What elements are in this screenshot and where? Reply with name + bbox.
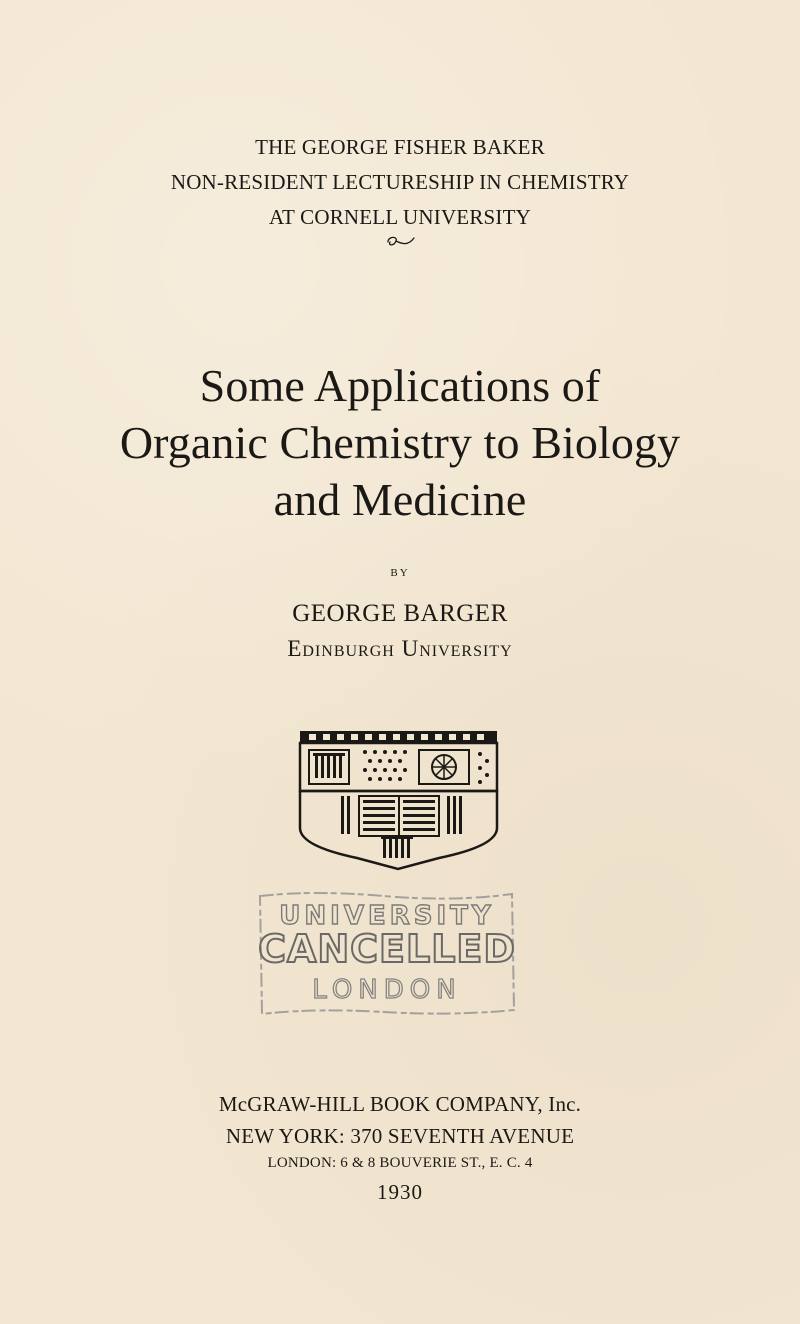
svg-text:CANCELLED: CANCELLED — [258, 927, 516, 971]
book-title-line-2: Organic Chemistry to Biology — [119, 417, 681, 468]
publisher-emblem-icon — [297, 728, 500, 871]
book-title-line-3: and Medicine — [273, 474, 527, 525]
publisher-address-newyork: NEW YORK: 370 SEVENTH AVENUE — [225, 1124, 575, 1148]
publication-year: 1930 — [377, 1180, 423, 1204]
svg-text:LONDON: LONDON — [312, 975, 462, 1005]
ornament-flourish-icon — [384, 234, 416, 248]
publisher-name: McGRAW-HILL BOOK COMPANY, Inc. — [218, 1092, 582, 1116]
author-name: GEORGE BARGER — [292, 600, 508, 627]
series-line-3: AT CORNELL UNIVERSITY — [268, 205, 532, 229]
author-affiliation: Edinburgh University — [287, 636, 513, 661]
library-stamp-icon — [254, 888, 520, 1018]
svg-text:UNIVERSITY: UNIVERSITY — [279, 901, 495, 931]
book-title-line-1: Some Applications of — [199, 360, 601, 411]
by-label: BY — [390, 567, 410, 579]
series-line-2: NON-RESIDENT LECTURESHIP IN CHEMISTRY — [170, 170, 630, 194]
publisher-address-london: LONDON: 6 & 8 BOUVERIE ST., E. C. 4 — [267, 1155, 533, 1171]
series-line-1: THE GEORGE FISHER BAKER — [255, 135, 545, 159]
